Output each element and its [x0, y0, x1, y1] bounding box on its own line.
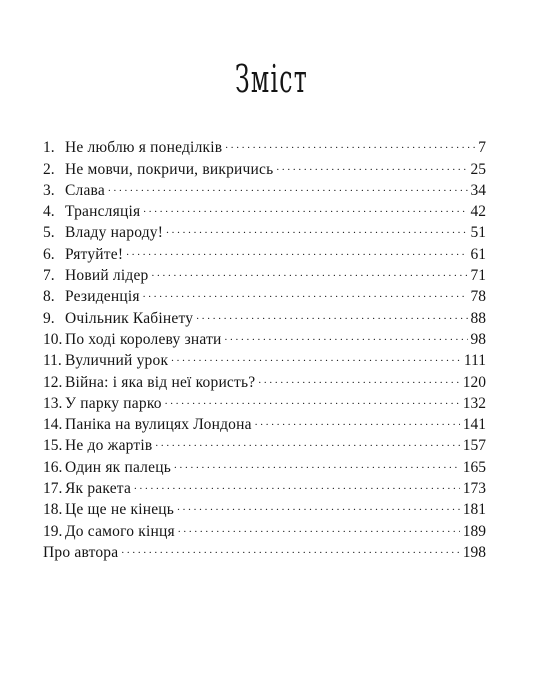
toc-dot-leader — [151, 259, 467, 280]
toc-entry-title: Трансляція — [65, 203, 141, 221]
toc-entry-number: 13. — [43, 394, 63, 412]
toc-entry-title: Не люблю я понеділків — [65, 139, 223, 157]
toc-entry-number: 14. — [43, 416, 63, 434]
toc-entry-number: 17. — [43, 480, 63, 498]
toc-dot-leader — [225, 131, 475, 152]
toc-entry-number: 3. — [43, 181, 55, 199]
toc-entry-page-number: 141 — [462, 416, 486, 434]
toc-entry-title: Війна: і яка від неї користь? — [65, 373, 256, 391]
toc-entry-number: 12. — [43, 373, 63, 391]
toc-entry-page-number: 88 — [470, 309, 486, 327]
table-of-contents — [43, 131, 486, 561]
toc-entry-title: Не мовчи, покричи, викричись — [65, 160, 274, 178]
toc-entry-page-number: 181 — [462, 501, 486, 519]
toc-dot-leader — [255, 408, 460, 429]
toc-dot-leader — [174, 450, 460, 471]
toc-dot-leader — [126, 237, 467, 258]
toc-dot-leader — [121, 536, 459, 557]
toc-dot-leader — [108, 174, 468, 195]
toc-entry-number: 1. — [43, 139, 55, 157]
toc-entry-number: 9. — [43, 309, 55, 327]
toc-entry-page-number: 78 — [470, 288, 486, 306]
toc-entry-page-number: 189 — [462, 522, 486, 540]
toc-entry-title: Новий лідер — [65, 267, 149, 285]
toc-entry-page-number: 51 — [470, 224, 486, 242]
toc-entry-title: Не до жартів — [65, 437, 153, 455]
toc-entry-title: До самого кінця — [65, 522, 175, 540]
toc-entry-title: По ході королеву знати — [65, 330, 222, 348]
toc-entry-title: Про автора — [43, 543, 119, 561]
toc-entry-number: 8. — [43, 288, 55, 306]
toc-dot-leader — [178, 514, 460, 535]
toc-entry-page-number: 157 — [462, 437, 486, 455]
toc-entry-title: Вуличний урок — [65, 352, 169, 370]
toc-entry-number: 18. — [43, 501, 63, 519]
toc-entry-title: Слава — [65, 181, 105, 199]
toc-dot-leader — [276, 152, 467, 173]
toc-entry-page-number: 120 — [462, 373, 486, 391]
toc-entry-page-number: 71 — [470, 267, 486, 285]
toc-entry-number: 11. — [43, 352, 62, 370]
toc-dot-leader — [177, 493, 460, 514]
toc-dot-leader — [196, 301, 467, 322]
toc-entry-page-number: 173 — [462, 480, 486, 498]
toc-entry-number: 6. — [43, 245, 55, 263]
toc-dot-leader — [143, 280, 468, 301]
toc-entry-number: 5. — [43, 224, 55, 242]
toc-dot-leader — [155, 429, 459, 450]
toc-entry-number: 7. — [43, 267, 55, 285]
toc-entry-page-number: 25 — [470, 160, 486, 178]
toc-entry-page-number: 42 — [470, 203, 486, 221]
toc-entry-title: Резиденція — [65, 288, 140, 306]
toc-entry-page-number: 111 — [463, 352, 486, 370]
toc-dot-leader — [143, 195, 467, 216]
toc-entry-title: Очільник Кабінету — [65, 309, 194, 327]
toc-entry-title: Це ще не кінець — [65, 501, 175, 519]
toc-entry-number: 19. — [43, 522, 63, 540]
toc-entry-number: 15. — [43, 437, 63, 455]
toc-entry-title: Владу народу! — [65, 224, 164, 242]
toc-entry-title: Як ракета — [65, 480, 132, 498]
toc-entry-page-number: 165 — [462, 458, 486, 476]
toc-dot-leader — [166, 216, 467, 237]
toc-entry-page-number: 132 — [462, 394, 486, 412]
toc-entry-page-number: 98 — [470, 330, 486, 348]
toc-entry-number: 10. — [43, 330, 63, 348]
toc-entry-number: 2. — [43, 160, 55, 178]
toc-entry-page-number: 198 — [462, 543, 486, 561]
toc-entry-title: Рятуйте! — [65, 245, 124, 263]
toc-entry-number: 4. — [43, 203, 55, 221]
toc-entry — [43, 131, 486, 157]
toc-entry — [43, 174, 486, 199]
toc-dot-leader — [225, 323, 468, 344]
toc-dot-leader — [258, 365, 459, 386]
toc-entry-title: У парку парко — [65, 394, 162, 412]
toc-entry — [43, 195, 486, 221]
toc-dot-leader — [134, 472, 460, 493]
toc-entry-page-number: 7 — [478, 139, 486, 157]
toc-dot-leader — [165, 387, 460, 408]
page-title: Зміст — [235, 57, 308, 101]
toc-dot-leader — [171, 344, 461, 365]
toc-entry-page-number: 61 — [470, 245, 486, 263]
toc-entry-title: Паніка на вулицях Лондона — [65, 416, 252, 434]
toc-entry-number: 16. — [43, 458, 63, 476]
toc-entry-title: Один як палець — [65, 458, 171, 476]
toc-entry-page-number: 34 — [470, 181, 486, 199]
